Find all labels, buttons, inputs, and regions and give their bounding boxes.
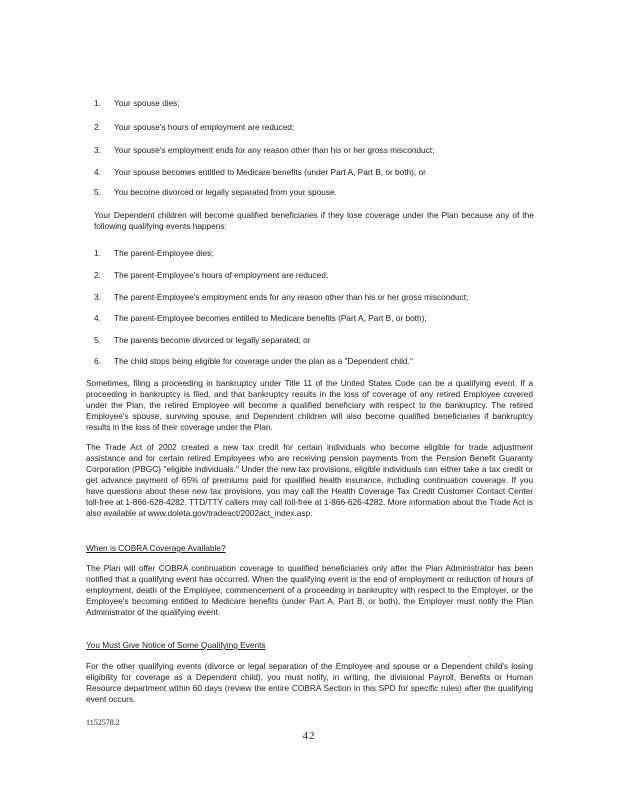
document-id: 1152578.2 <box>86 718 120 727</box>
list-item: 2. Your spouse's hours of employment are reduced; <box>94 122 295 132</box>
list-item: 5. You become divorced or legally separated from your spouse. <box>94 187 337 197</box>
list-item: 2. The parent-Employee's hours of employment are reduced; <box>94 270 329 280</box>
list-item: 1. Your spouse dies; <box>94 98 180 108</box>
list-item: 4. Your spouse becomes entitled to Medicare benefits (under Part A, Part B, or both); or <box>94 167 426 177</box>
list-item: 3. The parent-Employee's employment ends for any reason other than his or her gross misconduct; <box>94 292 469 302</box>
availability-paragraph: The Plan will offer COBRA continuation coverage to qualified beneficiaries only after the Plan Administrator has been notified that a qualifying event has occurred. When the qualifying event is the end of employment or reduction of hours of employment, death of the Employee, commencement of a proceeding in bankruptcy with respect to the Employer, or the Employee's becoming entitled to Medicare benefits (under Part A, Part B, or both), the Employer must notify the Plan Administrator of the qualifying event. <box>86 563 533 617</box>
dependent-intro: Your Dependent children will become qualified beneficiaries if they lose coverage under the Plan because any of the following qualifying events happens: <box>94 210 534 231</box>
list-item: 1. The parent-Employee dies; <box>94 248 214 258</box>
list-item: 5. The parents become divorced or legally separated; or <box>94 335 311 345</box>
trade-act-paragraph: The Trade Act of 2002 created a new tax credit for certain individuals who become eligible for trade adjustment assistance and for certain retired Employees who are receiving pension payments from the Pension Benefit Guaranty Corporation (PBGC) "eligible individuals." Under the new tax provisions, eligible individuals can either take a tax credit or get advance payment of 65% of premiums paid for qualified health insurance, including continuation coverage. If you have questions about these new tax provisions, you may call the Health Coverage Tax Credit Customer Contact Center toll-free at 1-866-628-4282. TTD/TTY callers may call toll-free at 1-866-626-4282. More information about the Trade Act is also available at www.doleta.gov/tradeact/2002act_index.asp. <box>86 442 533 518</box>
page-number: 42 <box>302 730 316 742</box>
notice-paragraph: For the other qualifying events (divorce or legal separation of the Employee and spouse or a Dependent child's losing eligibility for coverage as a Dependent child), you must notify, in writing, the divisional Payroll, Benefits or Human Resource department within 60 days (review the entire COBRA Section in this SPD for specific rules) after the qualifying event occurs. <box>86 661 533 704</box>
list-item: 4. The parent-Employee becomes entitled to Medicare benefits (Part A, Part B, or both); <box>94 313 427 323</box>
section-heading-availability: When is COBRA Coverage Available? <box>86 543 226 553</box>
list-item: 6. The child stops being eligible for coverage under the plan as a "Dependent child." <box>94 356 413 366</box>
list-item: 3. Your spouse's employment ends for any reason other than his or her gross misconduct; <box>94 145 435 155</box>
bankruptcy-paragraph: Sometimes, filing a proceeding in bankruptcy under Title 11 of the United States Code can be a qualifying event. If a proceeding in bankruptcy is filed, and that bankruptcy results in the loss of coverage of any retired Employee covered under the Plan, the retired Employee will become a qualified beneficiary with respect to the bankruptcy. The retired Employee's spouse, surviving spouse, and Dependent children will also become qualified beneficiaries if bankruptcy results in the loss of their coverage under the Plan. <box>86 378 533 432</box>
section-heading-notice: You Must Give Notice of Some Qualifying Events <box>86 640 266 650</box>
